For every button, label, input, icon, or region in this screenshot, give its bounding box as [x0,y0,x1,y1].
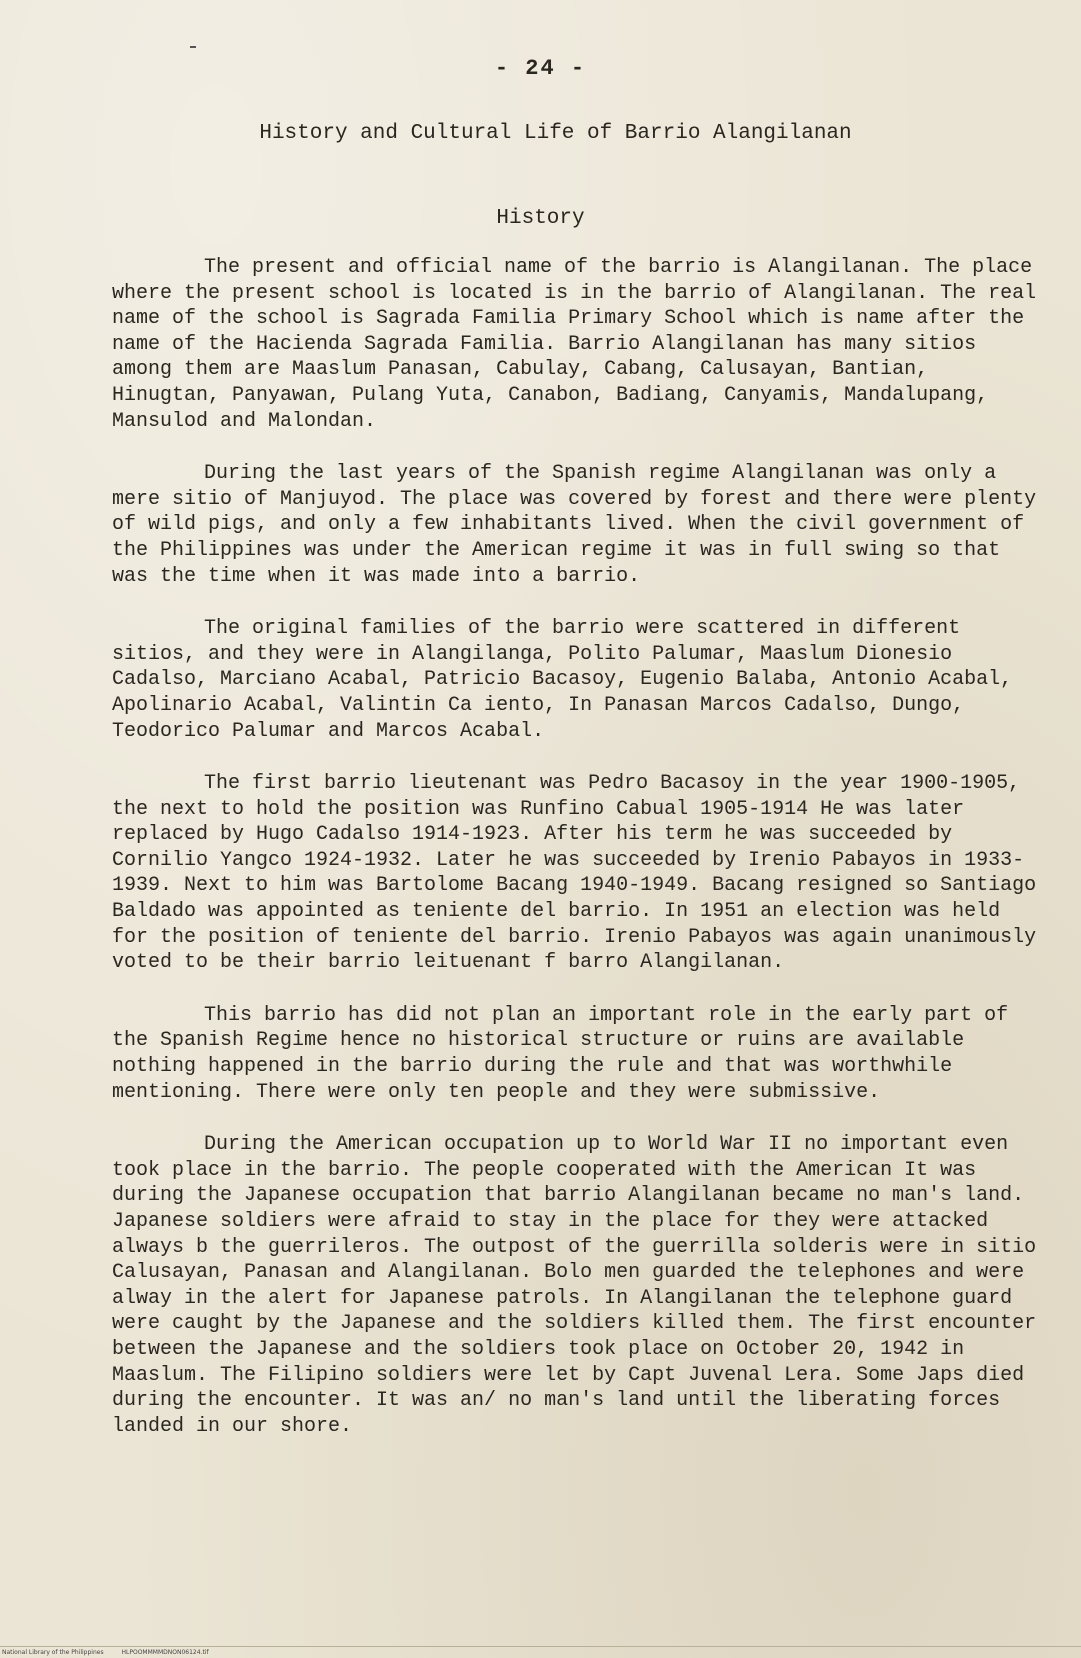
footer-library: National Library of the Philippines [2,1649,104,1656]
footer-file: HLPOOMMMMDNON06124.tif [121,1649,209,1656]
document-title: History and Cultural Life of Barrio Alangilanan [259,122,852,145]
page-number: - 24 - [494,56,587,81]
document-body [112,255,1042,1466]
paragraph-name: The present and official name of the barrio is Alangilanan. The place where the present school is located is in the barrio of Alangilanan. The real name of the school is Sagrada Familia Primary School which is name after the name of the Hacienda Sagrada Familia. Barrio Alangilanan has many sitios among them are Maaslum Panasan, Cabulay, Cabang, Calusayan, Bantian, Hinugtan, Panyawan, Pulang Yuta, Canabon, Badiang, Canyamis, Mandalupang, Mansulod and Malondan. [112,256,1037,433]
paragraph-spanish-role: This barrio has did not plan an important role in the early part of the Spanish Regime hence no historical structure or ruins are available nothing happened in the barrio during the rule and that was worthwhile mentioning. There were only ten people and they were submissive. [112,1003,1009,1104]
section-heading: History [496,207,585,230]
paragraph-original-families: The original families of the barrio were scattered in different sitios, and they were in Alangilanga, Polito Palumar, Maaslum Dionesio Cadalso, Marciano Acabal, Patricio Bacasoy, Eugenio Balaba, Antonio Acabal, Apolinario Acabal, Valintin Ca iento, In Panasan Marcos Cadalso, Dungo, Teodorico Palumar and Marcos Acabal. [112,617,1013,743]
stray-mark [190,46,196,48]
paragraph-barrio-lieutenants: The first barrio lieutenant was Pedro Bacasoy in the year 1900-1905, the next to hold the position was Runfino Cabual 1905-1914 He was later replaced by Hugo Cadalso 1914-1923. After his term he was succeeded by Cornilio Yangco 1924-1932. Later he was succeeded by Irenio Pabayos in 1933-1939. Next to him was Bartolome Bacang 1940-1949. Bacang resigned so Santiago Baldado was appointed as teniente del barrio. In 1951 an election was held for the position of teniente del barrio. Irenio Pabayos was again unanimously voted to be their barrio leituenant f barro Alangilanan. [112,772,1037,975]
scan-border [0,1646,1081,1647]
paragraph-american-japanese: During the American occupation up to World War II no important even took place in the barrio. The people cooperated with the American It was during the Japanese occupation that barrio Alangilanan became no man's land. Japanese soldiers were afraid to stay in the place for they were attacked always b the guerrileros. The outpost of the guerrilla solderis were in sitio Calusayan, Panasan and Alangilanan. Bolo men guarded the telephones and were alway in the alert for Japanese patrols. In Alangilanan the telephone guard were caught by the Japanese and the soldiers killed them. The first encounter between the Japanese and the soldiers took place on October 20, 1942 in Maaslum. The Filipino soldiers were let by Capt Juvenal Lera. Some Japs died during the encounter. It was an/ no man's land until the liberating forces landed in our shore. [112,1133,1037,1438]
scan-footer [2,1649,225,1656]
paragraph-spanish-regime: During the last years of the Spanish regime Alangilanan was only a mere sitio of Manjuyod. The place was covered by forest and there were plenty of wild pigs, and only a few inhabitants lived. When the civil government of the Philippines was under the American regime it was in full swing so that was the time when it was made into a barrio. [112,462,1037,588]
